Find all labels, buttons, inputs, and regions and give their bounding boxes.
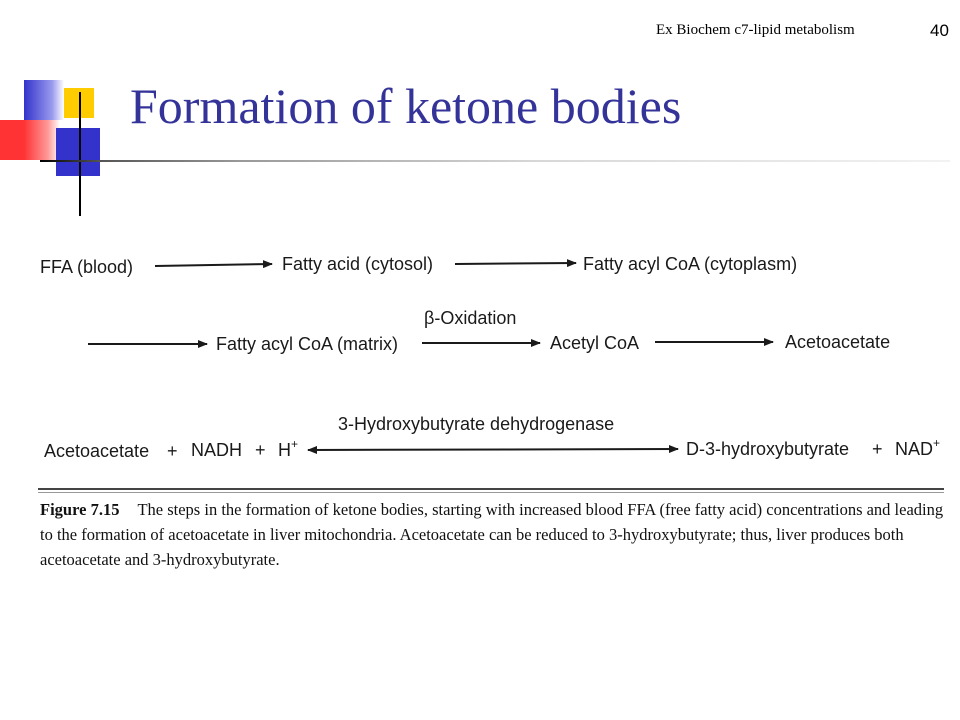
caption-separator-thin: [38, 492, 944, 493]
course-header: Ex Biochem c7-lipid metabolism: [656, 22, 855, 38]
slide-number: 40: [930, 21, 949, 40]
plus-sign-1: +: [167, 441, 178, 461]
caption-separator: [38, 488, 944, 490]
plus-sign-2: +: [255, 440, 266, 460]
node-ffa-blood: FFA (blood): [40, 257, 134, 277]
node-acetyl-coa: Acetyl CoA: [550, 333, 640, 353]
figure-caption: [40, 497, 945, 572]
arrow-fatty-acid-to-acyl-coa: [455, 263, 576, 264]
label-beta-oxidation: β-Oxidation: [424, 308, 517, 328]
node-d3-hydroxybutyrate: D-3-hydroxybutyrate: [686, 439, 850, 459]
node-acetoacetate-row3: Acetoacetate: [44, 441, 150, 461]
label-enzyme: 3-Hydroxybutyrate dehydrogenase: [338, 414, 615, 434]
nad-plus-superscript: +: [933, 436, 941, 450]
h-plus-superscript: +: [291, 437, 299, 451]
node-fatty-acyl-coa-cytoplasm: Fatty acyl CoA (cytoplasm): [583, 254, 798, 274]
figure-label: Figure 7.15: [40, 500, 120, 519]
arrow-ffa-to-fatty-acid: [155, 264, 272, 266]
node-fatty-acyl-coa-matrix: Fatty acyl CoA (matrix): [216, 334, 399, 354]
node-fatty-acid-cytosol: Fatty acid (cytosol): [282, 254, 434, 274]
node-nad-plus: NAD+: [895, 436, 941, 459]
figure-caption-text: The steps in the formation of ketone bodies, starting with increased blood FFA (free fatty acid) concentrations and leading to the formation of acetoacetate in liver mitochondria. Acetoacetate can be reduced to 3-hydroxybutyrate; thus, liver produces both acetoacetate and 3-hydroxybutyrate.: [40, 500, 944, 569]
node-acetoacetate-row2: Acetoacetate: [785, 332, 891, 352]
plus-sign-3: +: [872, 439, 883, 459]
arrow-reversible: [308, 449, 678, 450]
node-nadh: NADH: [191, 440, 243, 460]
page-title: Formation of ketone bodies: [130, 78, 682, 134]
node-h-plus: H+: [278, 437, 299, 460]
